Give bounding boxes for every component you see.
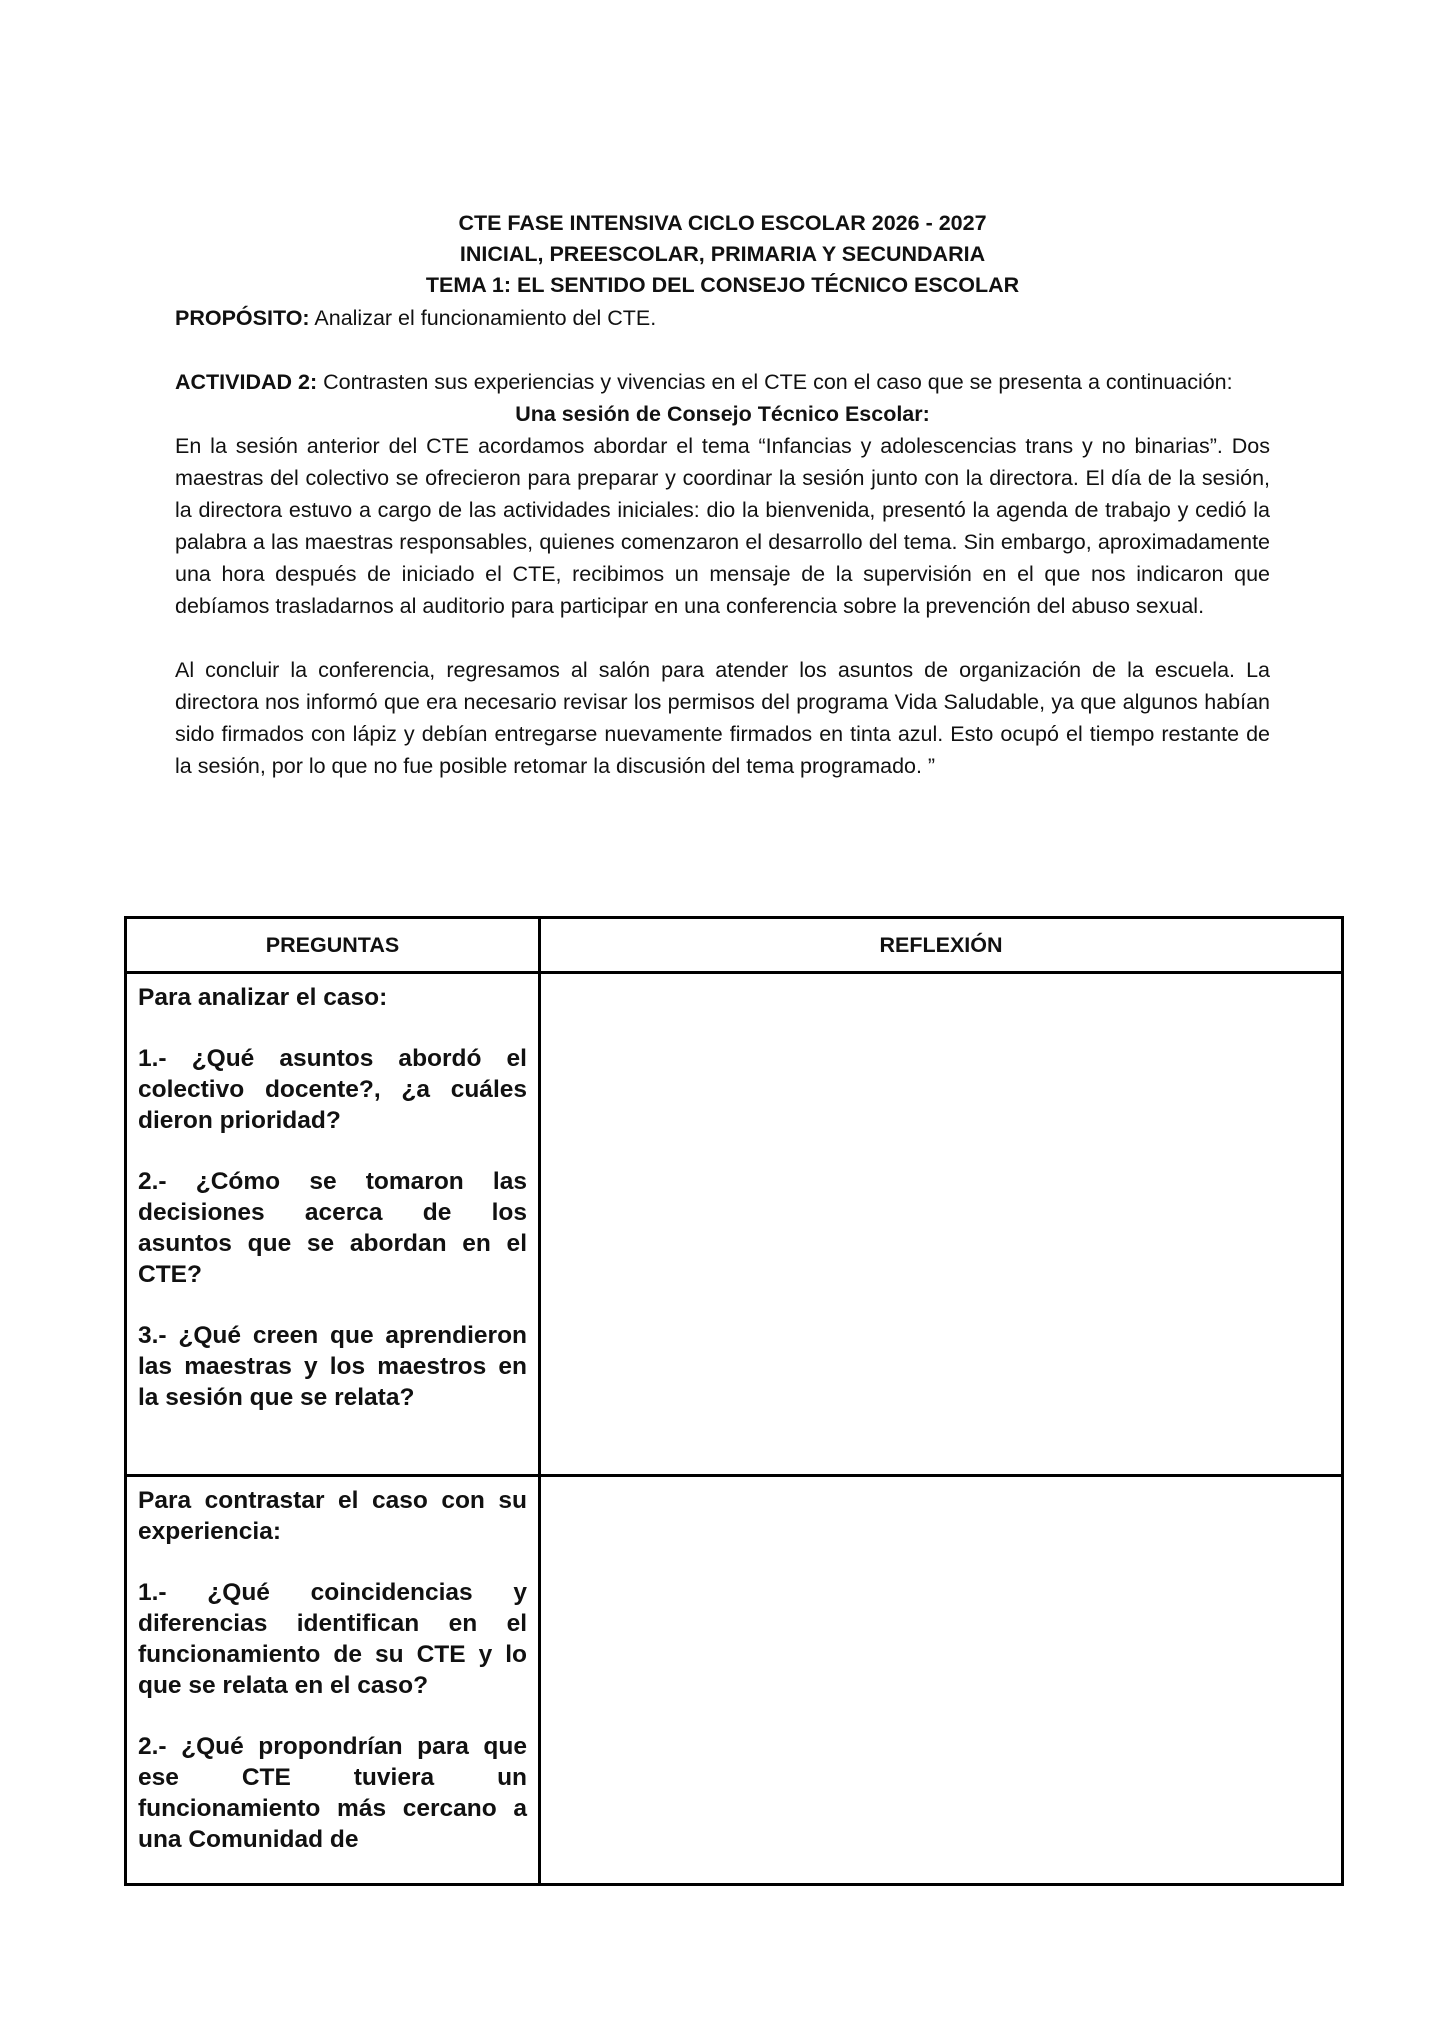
question-item: 1.- ¿Qué coincidencias y diferencias identifican en el funcionamiento de su CTE y lo que se relata en el caso? xyxy=(138,1579,527,1699)
proposito-section xyxy=(175,302,1270,334)
question-item: 2.- ¿Cómo se tomaron las decisiones acerca de los asuntos que se abordan en el CTE? xyxy=(138,1168,527,1288)
questions-table xyxy=(124,916,1344,1886)
header-reflexion: REFLEXIÓN xyxy=(540,918,1343,973)
question-item: 2.- ¿Qué propondrían para que ese CTE tuviera un funcionamiento más cercano a una Comunidad de xyxy=(138,1733,527,1853)
section-heading: Para contrastar el caso con su experiencia: xyxy=(138,1487,527,1545)
actividad-text: Contrasten sus experiencias y vivencias en el CTE con el caso que se presenta a continuación: xyxy=(317,370,1233,394)
table-header-row xyxy=(126,918,1343,973)
actividad-label: ACTIVIDAD 2: xyxy=(175,370,318,394)
document-header xyxy=(0,208,1445,301)
title-line-2: INICIAL, PREESCOLAR, PRIMARIA Y SECUNDARIA xyxy=(459,242,986,266)
table-row xyxy=(126,973,1343,1476)
question-item: 1.- ¿Qué asuntos abordó el colectivo docente?, ¿a cuáles dieron prioridad? xyxy=(138,1045,527,1134)
question-item: 3.- ¿Qué creen que aprendieron las maestras y los maestros en la sesión que se relata? xyxy=(138,1322,527,1411)
title-line-3: TEMA 1: EL SENTIDO DEL CONSEJO TÉCNICO ESCOLAR xyxy=(425,273,1020,297)
table-row xyxy=(126,1476,1343,1885)
reflection-cell-analizar[interactable] xyxy=(540,973,1343,1476)
header-preguntas: PREGUNTAS xyxy=(126,918,540,973)
actividad-section xyxy=(175,366,1270,782)
questions-cell-contrastar xyxy=(126,1476,540,1885)
case-title: Una sesión de Consejo Técnico Escolar: xyxy=(515,402,930,426)
section-heading: Para analizar el caso: xyxy=(138,984,388,1011)
proposito-text: Analizar el funcionamiento del CTE. xyxy=(309,306,657,330)
title-line-1: CTE FASE INTENSIVA CICLO ESCOLAR 2026 - 2027 xyxy=(458,211,987,235)
case-paragraph-1: En la sesión anterior del CTE acordamos abordar el tema “Infancias y adolescencias trans y no binarias”. Dos maestras del colectivo se ofrecieron para preparar y coordinar la sesión junto con la directora. El día de la sesión, la directora estuvo a cargo de las actividades iniciales: dio la bienvenida, presentó la agenda de trabajo y cedió la palabra a las maestras responsables, quienes comenzaron el desarrollo del tema. Sin embargo, aproximadamente una hora después de iniciado el CTE, recibimos un mensaje de la supervisión en el que nos indicaron que debíamos trasladarnos al auditorio para participar en una conferencia sobre la prevención del abuso sexual. xyxy=(175,434,1270,618)
reflection-cell-contrastar[interactable] xyxy=(540,1476,1343,1885)
questions-cell-analizar xyxy=(126,973,540,1476)
proposito-label: PROPÓSITO: xyxy=(175,306,310,330)
case-paragraph-2: Al concluir la conferencia, regresamos al salón para atender los asuntos de organización de la escuela. La directora nos informó que era necesario revisar los permisos del programa Vida Saludable, ya que algunos habían sido firmados con lápiz y debían entregarse nuevamente firmados en tinta azul. Esto ocupó el tiempo restante de la sesión, por lo que no fue posible retomar la discusión del tema programado. ” xyxy=(175,658,1270,778)
